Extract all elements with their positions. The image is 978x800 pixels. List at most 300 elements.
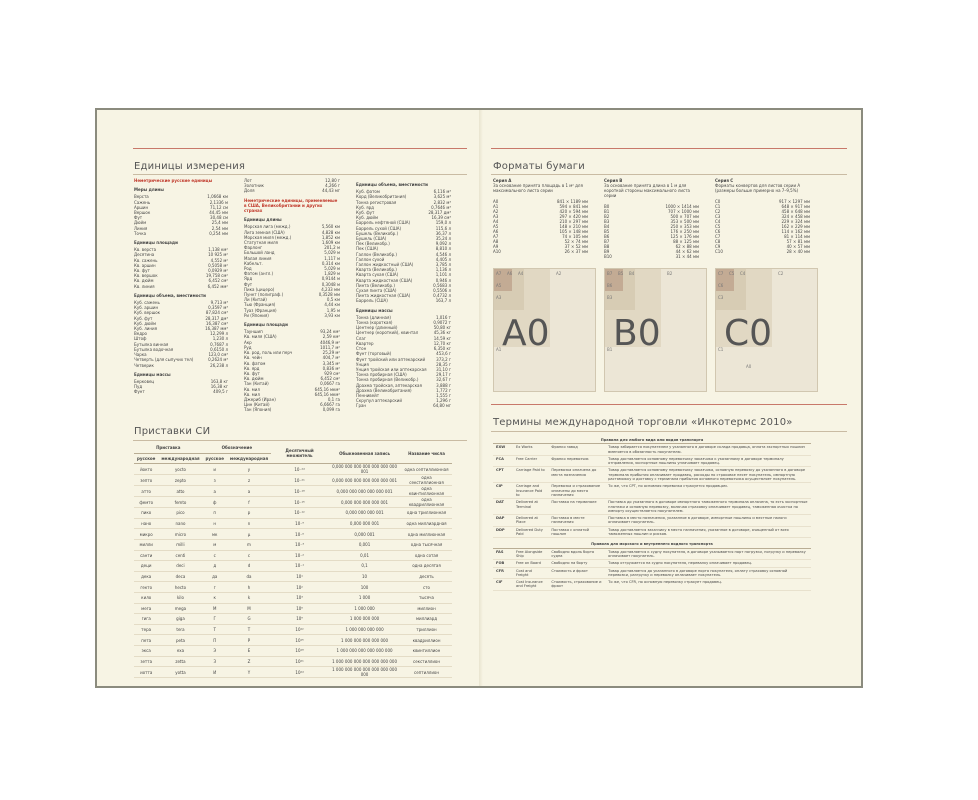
table-cell: da <box>227 571 271 582</box>
format-label: A5 <box>496 283 502 288</box>
unit-value: 62 × 88 мм <box>675 244 699 249</box>
unit-value: 176 × 250 мм <box>670 229 699 234</box>
unit-value: 1,555 г <box>436 392 451 398</box>
unit-value: 40 × 57 мм <box>786 244 810 249</box>
unit-name: Акр <box>244 339 252 345</box>
unit-value: 74 × 105 мм <box>562 234 588 239</box>
table-cell: 1 000 000 000 000 000 000 000 <box>328 656 401 667</box>
table-cell: ф <box>203 497 227 508</box>
term-english: Delivered Duty Paid <box>513 526 548 538</box>
table-cell: пико <box>134 508 158 519</box>
table-cell: 10² <box>271 582 328 593</box>
unit-value: 31 × 44 мм <box>675 254 699 259</box>
unit-value: 229 × 324 мм <box>781 219 810 224</box>
unit-name: C6 <box>715 229 721 234</box>
table-cell: одна септиллионная <box>401 464 452 475</box>
international-symbol-header: международная <box>227 453 271 464</box>
table-row <box>134 603 452 614</box>
unit-value: 0,254 мм <box>209 230 228 236</box>
table-cell: 1 000 000 000 000 <box>328 624 401 635</box>
units-column-2 <box>244 178 340 413</box>
unit-name: Лот <box>244 178 252 183</box>
term-english: Delivered at Terminal <box>513 499 548 515</box>
unit-name: Квартер <box>356 340 374 346</box>
unit-value: 648 × 917 мм <box>781 204 810 209</box>
units-column-3 <box>356 178 451 409</box>
table-cell: 10⁹ <box>271 614 328 625</box>
incoterm-row <box>493 560 811 567</box>
unit-name: Баррель (США) <box>356 298 388 304</box>
unit-value: 35,24 л <box>435 236 451 242</box>
unit-value: 4,44 км <box>324 302 340 308</box>
table-cell: 100 <box>328 582 401 593</box>
unit-name: Кв. сажень <box>134 257 158 263</box>
unit-value: 10 925 м² <box>208 252 228 258</box>
table-cell: санти <box>134 550 158 561</box>
unit-value: 8,810 л <box>435 246 451 252</box>
table-row <box>134 561 452 572</box>
table-cell: micro <box>158 529 202 540</box>
unit-name: Унция тройская или аптекарская <box>356 366 427 372</box>
table-cell: p <box>227 508 271 519</box>
unit-name: Линия <box>134 225 148 231</box>
unit-name: Морская лига (межд.) <box>244 224 291 230</box>
unit-name: Ярд <box>244 276 253 282</box>
term-description: Товар доставляется заказчику в место назначения, указанное в договоре, очищенный от всех таможенных пошлин и рисков. <box>605 526 811 538</box>
incoterm-row <box>493 515 811 527</box>
unit-value: 16,387 мм³ <box>205 326 228 332</box>
term-english: Free Alongside Ship <box>513 548 548 560</box>
table-cell: Г <box>203 614 227 625</box>
table-cell: к <box>203 592 227 603</box>
table-cell: М <box>203 603 227 614</box>
unit-value: 1,117 м <box>324 255 340 261</box>
unit-value: 64,80 мг <box>433 403 451 409</box>
unit-value: 1000 × 1414 мм <box>665 204 699 209</box>
format-label: C4 <box>740 271 746 276</box>
table-cell: 10⁻¹ <box>271 561 328 572</box>
table-cell: a <box>227 486 271 497</box>
unit-name: C8 <box>715 239 721 244</box>
unit-name: Бутылка водочная <box>134 346 174 352</box>
table-cell: м <box>203 539 227 550</box>
format-label: C6 <box>718 283 724 288</box>
unit-value: 0,5506 л <box>433 288 451 294</box>
table-cell: и <box>203 464 227 475</box>
table-cell: фемто <box>134 497 158 508</box>
term-description: Товар забирается покупателем у указанного в договоре склада продавца, оплата экспортных пошлин вменяется в обязанность покупателю. <box>605 444 811 456</box>
term-russian: Поставка на терминале <box>548 499 605 515</box>
unit-name: Центнер (короткий), квинтал <box>356 330 419 336</box>
term-code: CIP <box>493 483 513 499</box>
unit-name: Род <box>244 266 252 272</box>
unit-value: 0,7687 л <box>210 341 228 347</box>
unit-name: A3 <box>493 214 499 219</box>
unit-value: 409,5 г <box>213 389 228 395</box>
unit-row <box>715 249 810 254</box>
table-cell: з <box>203 475 227 486</box>
prefixes-rule <box>133 440 467 441</box>
unit-value: 3,93 км <box>324 312 340 318</box>
unit-name: C1 <box>715 204 721 209</box>
unit-name: Кв. верста <box>134 247 157 253</box>
unit-value: 201,2 м <box>324 245 340 251</box>
unit-name: A6 <box>493 229 499 234</box>
unit-value: 707 × 1000 мм <box>667 209 699 214</box>
format-label: A7 <box>496 271 502 276</box>
term-description: Товар доставляется основному перевозчику заказчика, основную перевозку до указанного в договоре терминала прибытия оплачивает продавец, расходы по страховке несет покупатель, импортную растаможку и доставку с терминала прибытия основного перевозчика осуществляет покупатель. <box>605 467 811 483</box>
format-label: C5 <box>729 271 735 276</box>
unit-value: 19,758 см² <box>205 273 228 279</box>
unit-value: 2,59 км² <box>322 334 340 340</box>
unit-name: Фунт (торговый) <box>356 351 392 357</box>
unit-row <box>134 231 228 236</box>
unit-row <box>134 363 228 368</box>
unit-value: 2,832 м³ <box>433 199 451 205</box>
unit-name: B4 <box>604 224 610 229</box>
unit-value: 0,5 км <box>326 297 340 303</box>
table-row <box>134 518 452 529</box>
table-cell: 10¹ <box>271 571 328 582</box>
table-cell: миллион <box>401 603 452 614</box>
unit-value: 28,317 дм³ <box>205 315 228 321</box>
top-rule-right <box>491 148 847 149</box>
unit-name: B5 <box>604 229 610 234</box>
table-cell: 1 000 000 000 000 000 <box>328 635 401 646</box>
table-row <box>134 475 452 486</box>
unit-name: Десятина <box>134 252 155 258</box>
table-cell: секстиллион <box>401 656 452 667</box>
table-cell: hecto <box>158 582 202 593</box>
unit-name: Кв. мил <box>244 386 260 392</box>
table-row <box>134 539 452 550</box>
unit-value: 0,314 км <box>321 260 340 266</box>
table-cell: µ <box>227 529 271 540</box>
unit-value: 0,0667 га <box>320 381 340 387</box>
unit-name: Пеннивейт <box>356 392 380 398</box>
unit-name: Куб. линия <box>134 326 157 332</box>
unit-value: 115,6 л <box>435 225 451 231</box>
unit-value: 9,092 л <box>435 241 451 247</box>
unit-name: Пек (Великобр.) <box>356 241 390 247</box>
series-a <box>493 178 588 254</box>
short-form-header: Обыкновенная запись <box>328 443 401 464</box>
unit-value: 28,317 дм³ <box>428 210 451 216</box>
unit-value: 841 × 1189 мм <box>556 199 588 204</box>
group-title: Единицы массы <box>134 371 171 377</box>
unit-value: 594 × 841 мм <box>559 204 588 209</box>
unit-name: Галлон жидкостный (США) <box>356 262 414 268</box>
unit-row <box>134 389 228 394</box>
table-cell: п <box>203 508 227 519</box>
table-cell: z <box>227 475 271 486</box>
unit-value: 1,138 км² <box>208 247 228 253</box>
designation-header: Обозначение <box>203 443 272 453</box>
unit-name: B8 <box>604 244 610 249</box>
term-description: Товар доставляется к судну покупателя, в договоре указывается порт погрузки, погрузку и перевалку оплачивает покупатель. <box>605 548 811 560</box>
unit-name: Точка <box>134 230 147 236</box>
open-notebook <box>95 108 863 688</box>
table-cell: 0,001 <box>328 539 401 550</box>
unit-value: 458 × 648 мм <box>781 209 810 214</box>
unit-name: Кварта сухая (США) <box>356 272 399 278</box>
table-cell: n <box>227 518 271 529</box>
unit-value: 4,405 л <box>435 256 451 262</box>
unit-value: 0,2624 м³ <box>208 357 228 363</box>
term-english: Carriage Paid to <box>513 467 548 483</box>
term-code: DAT <box>493 499 513 515</box>
unit-name: Дюйм <box>134 220 147 226</box>
table-cell: 0,000 000 000 000 000 000 001 <box>328 475 401 486</box>
unit-value: 1,230 л <box>212 336 228 342</box>
table-row <box>134 656 452 667</box>
unit-value: 645,16 мкм² <box>314 386 340 392</box>
unit-value: 16,38 кг <box>210 384 228 390</box>
group-header-row <box>493 538 811 548</box>
unit-value: 30,48 см <box>210 215 228 221</box>
unit-name: Баррель нефтяной (США) <box>356 220 411 226</box>
unit-name: Кв. фут <box>134 268 150 274</box>
unit-name: Кварта жидкостная (США) <box>356 277 413 283</box>
table-cell: пета <box>134 635 158 646</box>
series-description: За основание принята площадь в 1 м² для максимального листа серии <box>493 183 583 193</box>
unit-name: Кабельт. <box>244 260 263 266</box>
unit-name: Малая линия <box>244 255 272 261</box>
unit-value: 159,0 л <box>435 220 451 226</box>
table-cell: 0,01 <box>328 550 401 561</box>
table-cell: 10²⁴ <box>271 667 328 678</box>
term-description: Товар доставляется до указанного в договоре порта покупателя, оплату страховку основной перевозки, разгрузку и перевалку оплачивает покупатель. <box>605 567 811 579</box>
unit-value: 1,0668 км <box>207 194 228 200</box>
term-russian: Франко завод <box>548 444 605 456</box>
unit-value: 3,625 м³ <box>433 194 451 200</box>
incoterms-table <box>493 434 811 591</box>
unit-value: 645,16 мкм² <box>314 391 340 397</box>
unit-name: Гран <box>356 403 367 409</box>
format-label: B2 <box>667 271 673 276</box>
incoterm-row <box>493 579 811 591</box>
unit-value: 4,266 г <box>325 183 340 189</box>
table-cell: с <box>203 550 227 561</box>
unit-value: 0,836 м² <box>322 365 340 371</box>
table-cell: 0,000 001 <box>328 529 401 540</box>
table-cell: 10¹⁸ <box>271 645 328 656</box>
unit-name: B0 <box>604 204 610 209</box>
unit-name: B2 <box>604 214 610 219</box>
table-cell: г <box>203 582 227 593</box>
series-name: Серия В <box>604 178 623 183</box>
table-cell: тысяча <box>401 592 452 603</box>
unit-value: 1,772 г <box>436 387 451 393</box>
table-cell: квинтиллион <box>401 645 452 656</box>
title-rule <box>133 174 467 175</box>
unit-value: 2,54 мм <box>211 225 228 231</box>
unit-value: 6,350 кг <box>433 346 451 352</box>
format-label: A6 <box>507 271 513 276</box>
unit-name: Кв. фатом <box>244 360 266 366</box>
table-cell: квадриллион <box>401 635 452 646</box>
unit-name: A2 <box>493 209 499 214</box>
table-cell: deci <box>158 561 202 572</box>
format-label: B6 <box>607 283 613 288</box>
unit-name: Бутылка винная <box>134 341 169 347</box>
inco-top-rule <box>491 404 847 405</box>
unit-name: Фут <box>134 215 143 221</box>
unit-name: Вершок <box>134 210 151 216</box>
unit-value: 0,099 га <box>322 407 340 413</box>
unit-value: 917 × 1297 мм <box>778 199 810 204</box>
unit-name: Аршин <box>134 204 149 210</box>
unit-name: Руд <box>244 344 252 350</box>
unit-name: C9 <box>715 244 721 249</box>
unit-name: Тонна (длинная) <box>356 314 391 320</box>
unit-name: Ведро <box>134 331 147 337</box>
unit-value: 12,299 л <box>210 331 228 337</box>
unit-name: Куб. дюйм <box>134 320 156 326</box>
unit-name: Кв. вершок <box>134 273 158 279</box>
format-label: C3 <box>718 295 724 300</box>
table-cell: 0,000 000 000 000 000 000 000 001 <box>328 464 401 475</box>
format-label: A1 <box>496 347 502 352</box>
incoterms-title: Термины международной торговли «Инкотермс 2010» <box>493 417 793 428</box>
unit-value: 6,116 м³ <box>433 189 451 195</box>
unit-name: C3 <box>715 214 721 219</box>
left-page <box>97 110 479 686</box>
group-title: Меры длины <box>134 187 164 193</box>
unit-name: A8 <box>493 239 499 244</box>
format-label: C7 <box>718 271 724 276</box>
incoterm-row <box>493 455 811 467</box>
table-cell: йокто <box>134 464 158 475</box>
unit-value: 125 × 176 мм <box>670 234 699 239</box>
unit-name: Большой ланд <box>244 250 275 256</box>
unit-value: 93,24 км² <box>320 329 340 335</box>
table-cell: T <box>227 624 271 635</box>
unit-value: 404,7 м² <box>322 355 340 361</box>
incoterm-row <box>493 499 811 515</box>
unit-value: 52 × 74 мм <box>564 239 588 244</box>
table-cell: Т <box>203 624 227 635</box>
table-cell: десять <box>401 571 452 582</box>
si-prefixes-table <box>134 443 452 678</box>
table-cell: Э <box>203 645 227 656</box>
unit-name: B6 <box>604 234 610 239</box>
unit-name: Доля <box>244 188 255 194</box>
table-cell: н <box>203 518 227 529</box>
table-cell: нано <box>134 518 158 529</box>
unit-value: 29,17 г <box>436 372 451 378</box>
right-page <box>479 110 861 686</box>
table-cell: mega <box>158 603 202 614</box>
series-description: Форматы конвертов для листов серии А (размеры больше примерно на 7–9,5%) <box>715 183 801 193</box>
term-code: CFR <box>493 567 513 579</box>
unit-name: Кварта (Великобр.) <box>356 267 397 273</box>
table-cell: одна квадриллионная <box>401 497 452 508</box>
incoterm-row <box>493 467 811 483</box>
unit-name: Ли (Китай) <box>244 297 267 303</box>
unit-value: 4,552 м² <box>210 257 228 263</box>
table-cell: одна миллионная <box>401 529 452 540</box>
table-cell: иотта <box>134 667 158 678</box>
unit-name: Кв. фут <box>244 370 260 376</box>
table-cell: 1 000 000 000 <box>328 614 401 625</box>
unit-value: 6,452 мм² <box>207 283 228 289</box>
unit-name: Штоф <box>134 336 147 342</box>
table-cell: 10⁻¹⁵ <box>271 497 328 508</box>
unit-value: 6,6667 га <box>320 402 340 408</box>
unit-value: 114 × 162 мм <box>781 229 810 234</box>
unit-name: Тауншип <box>244 329 263 335</box>
table-cell: h <box>227 582 271 593</box>
term-code: DDP <box>493 526 513 538</box>
unit-value: 148 × 210 мм <box>559 224 588 229</box>
unit-name: Корд (Великобритания) <box>356 194 407 200</box>
unit-value: 453,6 г <box>436 351 451 357</box>
unit-value: 1,101 л <box>435 272 451 278</box>
unit-value: 16,39 см³ <box>431 215 451 221</box>
inco-rule <box>491 431 847 432</box>
table-cell: 10¹⁵ <box>271 635 328 646</box>
unit-name: Чарка <box>134 352 147 358</box>
unit-name: Джериб (Иран) <box>244 396 276 402</box>
unit-value: 123,0 см³ <box>208 352 228 358</box>
group-title: Единицы массы <box>356 307 393 313</box>
unit-value: 3,785 л <box>435 262 451 268</box>
unit-name: C10 <box>715 249 723 254</box>
unit-row <box>604 254 699 259</box>
unit-name: B3 <box>604 219 610 224</box>
unit-value: 25,29 м² <box>322 350 340 356</box>
unit-value: 1,829 м <box>324 271 340 277</box>
unit-value: 250 × 353 мм <box>670 224 699 229</box>
term-code: EXW <box>493 444 513 456</box>
paper-title: Форматы бумаги <box>493 161 585 172</box>
format-big-label: C0 <box>724 313 773 354</box>
unit-name: Стон <box>356 346 367 352</box>
unit-row <box>356 403 451 408</box>
table-cell: Y <box>227 667 271 678</box>
term-english: Delivered at Place <box>513 515 548 527</box>
table-cell: yocto <box>158 464 202 475</box>
unit-name: Фатом (англ.) <box>244 271 274 277</box>
table-cell: d <box>227 561 271 572</box>
unit-name: Фунт тройский или аптекарский <box>356 356 426 362</box>
unit-value: 44 × 62 мм <box>675 249 699 254</box>
term-code: FAS <box>493 548 513 560</box>
unit-value: 5,560 км <box>321 224 340 230</box>
unit-value: 5,029 м <box>324 266 340 272</box>
unit-value: 105 × 148 мм <box>559 229 588 234</box>
term-russian: Перевозка и страхование оплачены до места назначения <box>548 483 605 499</box>
unit-name: Верста <box>134 194 149 200</box>
unit-name: Кв. линия <box>134 283 155 289</box>
unit-name: Куб. дюйм <box>356 215 378 221</box>
term-russian: Поставка в месте назначения <box>548 515 605 527</box>
table-cell: одна миллиардная <box>401 518 452 529</box>
unit-value: 28 × 40 мм <box>786 249 810 254</box>
unit-value: 3,345 м² <box>322 360 340 366</box>
unit-name: Тан (Китай) <box>244 381 269 387</box>
term-english: Free Carrier <box>513 455 548 467</box>
term-russian: Франко перевозчик <box>548 455 605 467</box>
unit-name: Туаз (Франция) <box>244 307 277 313</box>
unit-name: C5 <box>715 224 721 229</box>
unit-name: Кв. дюйм <box>244 376 264 382</box>
table-cell: 10¹² <box>271 624 328 635</box>
table-row <box>134 667 452 678</box>
unit-name: Пункт (полиграф.) <box>244 292 284 298</box>
table-cell: yotta <box>158 667 202 678</box>
